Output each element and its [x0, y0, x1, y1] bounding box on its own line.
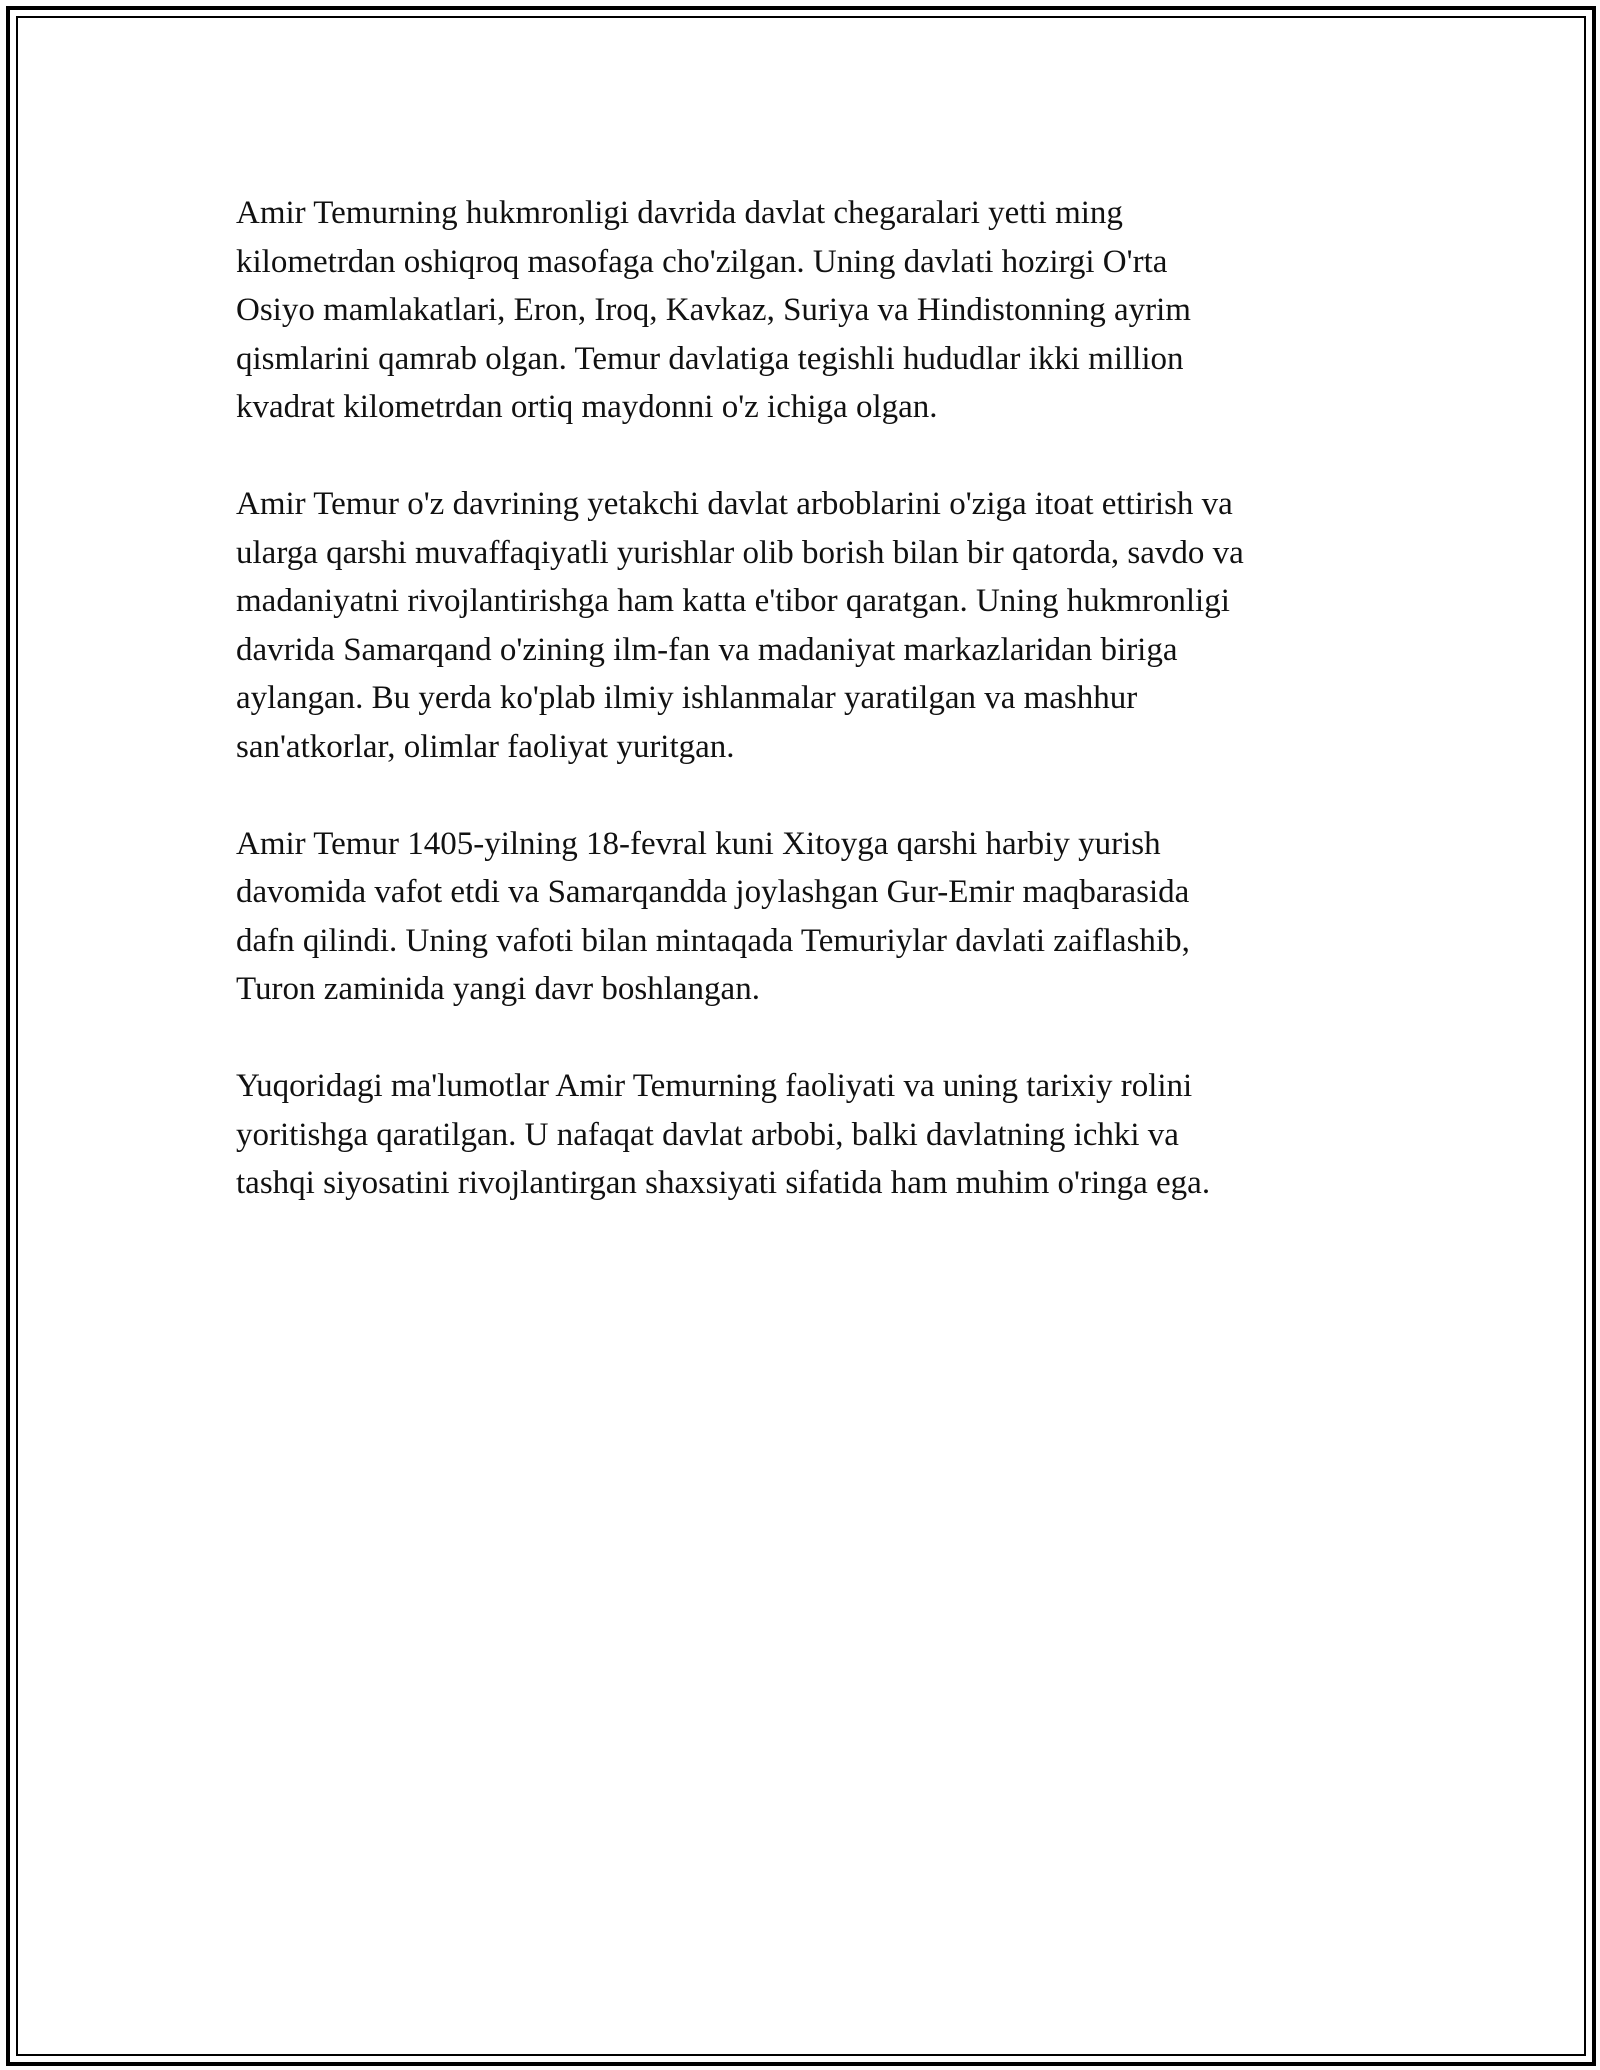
paragraph-3: Amir Temur 1405-yilning 18-fevral kuni Xitoyga qarshi harbiy yurish davomida vafot etdi va Samarqandda joylashgan Gur-Emir maqbarasida dafn qilindi. Uning vafoti bilan mintaqada Temuriylar davlati zaiflashib, Turon zaminida yangi davr boshlangan. [236, 825, 1190, 1007]
paragraph-1: Amir Temurning hukmronligi davrida davlat chegaralari yetti ming kilometrdan oshiqroq masofaga cho'zilgan. Uning davlati hozirgi O'rta Osiyo mamlakatlari, Eron, Iroq, Kavkaz, Suriya va Hindistonning ayrim qismlarini qamrab olgan. Temur davlatiga tegishli hududlar ikki million kvadrat kilometrdan ortiq maydonni o'z ichiga olgan. [236, 195, 1191, 425]
document-body [236, 189, 1366, 1256]
paragraph-2: Amir Temur o'z davrining yetakchi davlat arboblarini o'ziga itoat ettirish va ularga qarshi muvaffaqiyatli yurishlar olib borish bilan bir qatorda, savdo va madaniyatni rivojlantirishga ham katta e'tibor qaratgan. Uning hukmronligi davrida Samarqand o'zining ilm-fan va madaniyat markazlaridan biriga aylangan. Bu yerda ko'plab ilmiy ishlanmalar yaratilgan va mashhur san'atkorlar, olimlar faoliyat yuritgan. [236, 486, 1244, 765]
paragraph-4: Yuqoridagi ma'lumotlar Amir Temurning faoliyati va uning tarixiy rolini yoritishga qaratilgan. U nafaqat davlat arbobi, balki davlatning ichki va tashqi siyosatini rivojlantirgan shaxsiyati sifatida ham muhim o'ringa ega. [236, 1068, 1211, 1201]
